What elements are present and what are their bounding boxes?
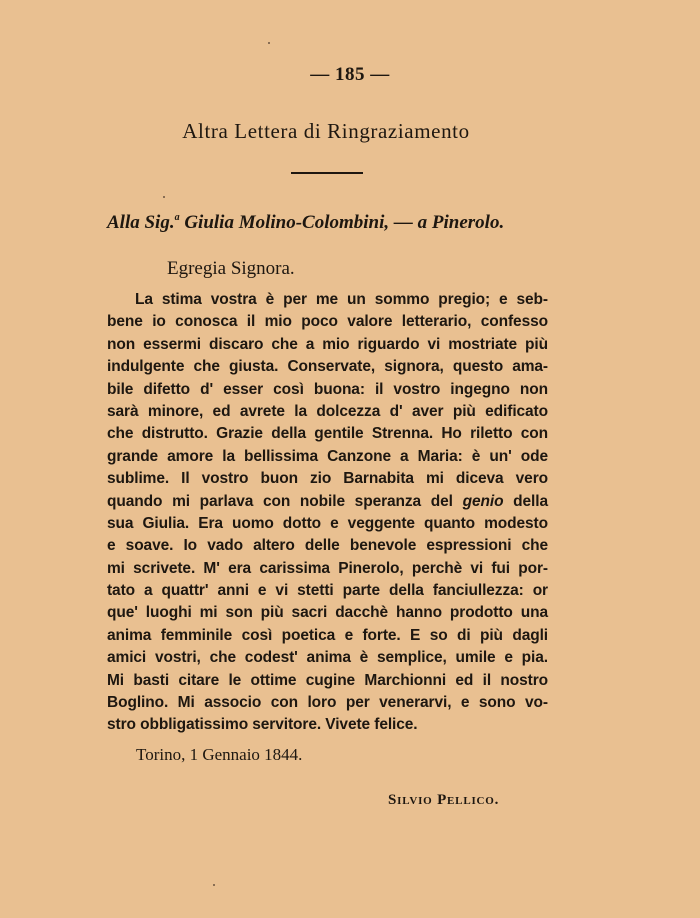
title-rule	[291, 172, 363, 174]
body-line: grande amore la bellissima Canzone a Maria: è un' ode	[107, 447, 548, 465]
body-line: anima femminile così poetica e forte. E so di più dagli	[107, 626, 548, 644]
body-line: che distrutto. Grazie della gentile Strenna. Ho riletto con	[107, 425, 548, 443]
addressee-superscript: a	[174, 212, 180, 223]
letter-title: Altra Lettera di Ringraziamento	[182, 119, 470, 143]
italic-word-genio: genio	[462, 492, 504, 510]
body-line-segment: della	[503, 492, 548, 510]
body-line: Boglino. Mi associo con loro per venerarvi, e sono vo-	[107, 694, 548, 712]
body-line: tato a quattr' anni e vi stetti parte della fanciullezza: or	[107, 582, 548, 600]
body-line: non essermi discaro che a mio riguardo vi mostriate più	[107, 335, 548, 353]
body-line-segment: quando mi parlava con nobile speranza del	[107, 492, 453, 510]
body-line: e soave. Io vado altero delle benevole espressioni che	[107, 537, 548, 555]
addressee-name-place: Giulia Molino-Colombini, — a Pinerolo.	[179, 212, 505, 233]
addressee-line	[107, 212, 552, 234]
signature: Silvio Pellico.	[388, 792, 500, 808]
letter-body	[107, 289, 548, 737]
body-line: Mi basti citare le ottime cugine Marchionni ed il nostro	[107, 671, 548, 689]
paper-speck	[268, 42, 270, 44]
body-line: que' luoghi mi son più sacri dacchè hanno prodotto una	[107, 604, 548, 622]
paper-speck	[213, 884, 215, 886]
body-line: bene io conosca il mio poco valore letterario, confesso	[107, 313, 548, 331]
body-line: mi scrivete. M' era carissima Pinerolo, perchè vi fui por-	[107, 559, 548, 577]
salutation: Egregia Signora.	[167, 258, 295, 279]
body-line: sua Giulia. Era uomo dotto e veggente quanto modesto	[107, 514, 548, 532]
body-line-with-italic	[107, 491, 548, 513]
body-line: sublime. Il vostro buon zio Barnabita mi diceva vero	[107, 470, 548, 488]
body-line: La stima vostra è per me un sommo pregio; e seb-	[135, 291, 548, 308]
letter-date: Torino, 1 Gennaio 1844.	[136, 745, 303, 764]
paper-speck	[163, 196, 165, 198]
page-number: — 185 —	[310, 64, 390, 85]
body-line: amici vostri, che codest' anima è semplice, umile e pia.	[107, 649, 548, 667]
addressee-prefix: Alla Sig.	[107, 212, 175, 233]
body-line: stro obbligatissimo servitore. Vivete felice.	[107, 716, 418, 734]
body-line: sarà minore, ed avrete la dolcezza d' aver più edificato	[107, 402, 548, 420]
body-line: bile difetto d' esser così buona: il vostro ingegno non	[107, 380, 548, 398]
body-line: indulgente che giusta. Conservate, signora, questo ama-	[107, 358, 548, 376]
